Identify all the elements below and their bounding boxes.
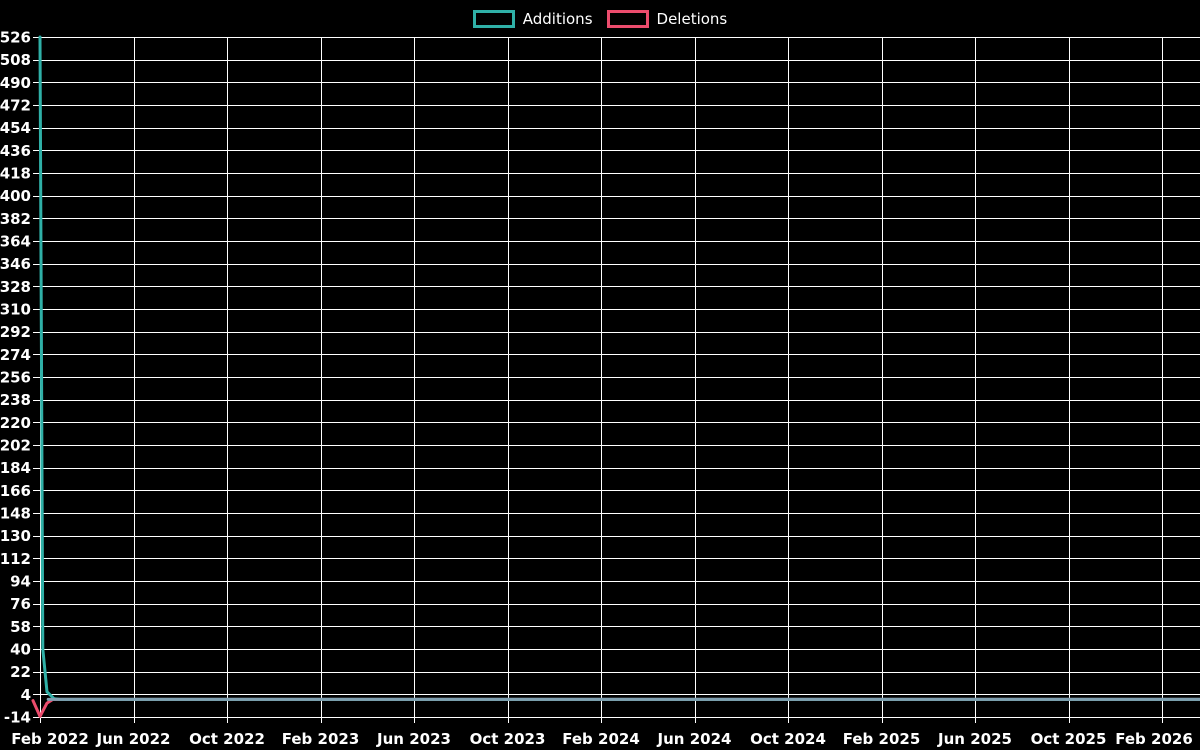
y-tick-label: 94 <box>10 572 31 591</box>
deletions-swatch-icon <box>607 10 649 28</box>
x-tick-label: Jun 2024 <box>657 730 732 748</box>
y-tick-label: 184 <box>0 459 31 478</box>
y-tick-label: 454 <box>0 119 31 138</box>
x-tick-label: Oct 2024 <box>750 730 826 748</box>
y-tick-label: 256 <box>0 368 31 387</box>
y-tick-label: 220 <box>0 413 31 432</box>
y-tick-label: 76 <box>10 595 31 614</box>
legend-item-deletions[interactable] <box>607 10 728 28</box>
x-tick-label: Feb 2024 <box>562 730 640 748</box>
additions-legend-label: Additions <box>522 10 593 28</box>
y-tick-label: 508 <box>0 51 31 70</box>
y-tick-label: 382 <box>0 209 31 228</box>
y-tick-label: 400 <box>0 187 31 206</box>
deletions-line <box>33 699 1200 716</box>
y-tick-label: 436 <box>0 141 31 160</box>
deletions-legend-label: Deletions <box>656 10 728 28</box>
y-tick-label: 364 <box>0 232 31 251</box>
y-tick-label: 490 <box>0 73 31 92</box>
y-tick-label: 526 <box>0 28 31 47</box>
x-tick-label: Feb 2025 <box>842 730 921 748</box>
y-tick-label: 472 <box>0 96 31 115</box>
y-tick-label: 130 <box>0 527 31 546</box>
y-tick-label: 328 <box>0 277 31 296</box>
y-tick-label: 166 <box>0 481 31 500</box>
y-tick-label: 346 <box>0 255 31 274</box>
y-tick-label: 292 <box>0 323 31 342</box>
legend-item-additions[interactable] <box>473 10 593 28</box>
x-tick-label: Jun 2022 <box>96 730 171 748</box>
chart-legend <box>0 6 1200 32</box>
y-tick-label: 40 <box>10 640 31 659</box>
y-tick-label: -14 <box>3 708 31 727</box>
y-tick-label: 22 <box>10 663 31 682</box>
y-tick-label: 274 <box>0 345 31 364</box>
x-tick-label: Feb 2026 <box>1115 730 1193 748</box>
x-tick-label: Feb 2023 <box>281 730 360 748</box>
x-tick-label: Oct 2022 <box>189 730 265 748</box>
y-tick-label: 202 <box>0 436 31 455</box>
y-tick-label: 4 <box>20 685 31 704</box>
y-tick-label: 58 <box>10 617 31 636</box>
additions-line <box>40 37 1200 699</box>
y-tick-label: 310 <box>0 300 31 319</box>
y-tick-label: 112 <box>0 549 31 568</box>
x-tick-label: Jun 2025 <box>938 730 1012 748</box>
x-tick-label: Oct 2025 <box>1030 730 1107 748</box>
y-tick-label: 238 <box>0 391 31 410</box>
additions-swatch-icon <box>473 10 515 28</box>
x-tick-label: Oct 2023 <box>469 730 546 748</box>
y-tick-label: 418 <box>0 164 31 183</box>
x-tick-label: Feb 2022 <box>11 730 89 748</box>
y-tick-label: 148 <box>0 504 31 523</box>
x-tick-label: Jun 2023 <box>377 730 451 748</box>
